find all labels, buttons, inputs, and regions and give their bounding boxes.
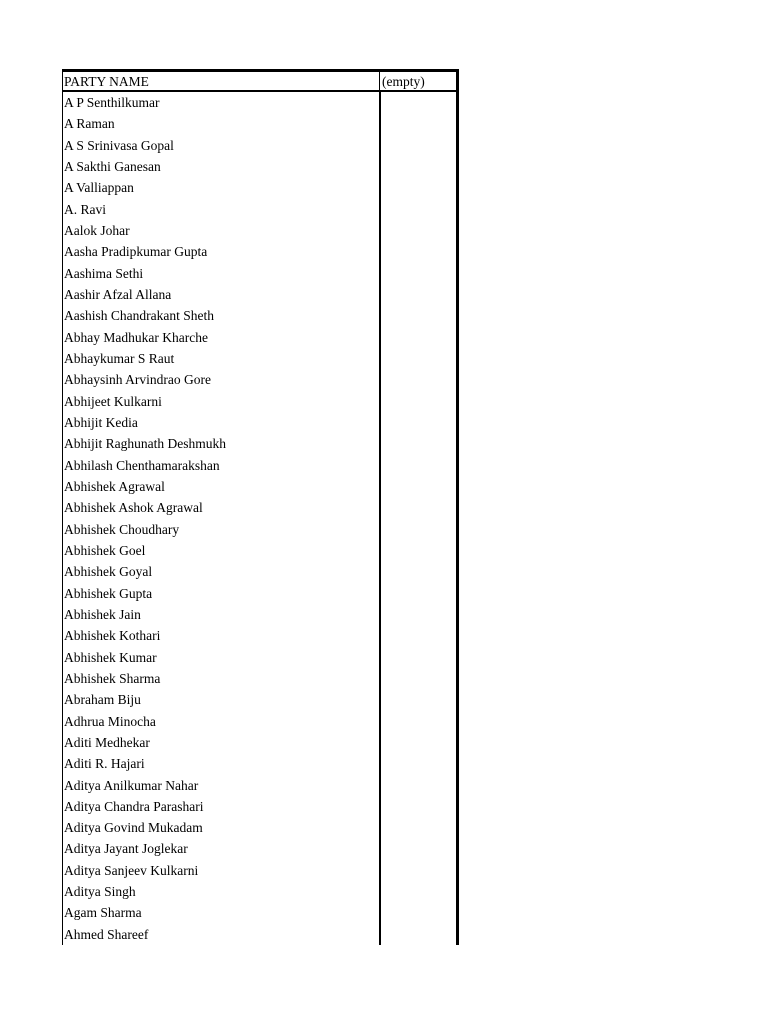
party-name-cell: Abhaysinh Arvindrao Gore [63,369,380,390]
party-name-cell: Abhishek Gupta [63,583,380,604]
party-name-cell: A Sakthi Ganesan [63,156,380,177]
party-name-cell: Aasha Pradipkumar Gupta [63,241,380,262]
party-name-cell: Abhilash Chenthamarakshan [63,455,380,476]
value-cell [380,156,456,177]
value-cell [380,561,456,582]
party-name-cell: Abhaykumar S Raut [63,348,380,369]
value-cell [380,924,456,945]
value-cell [380,668,456,689]
value-cell [380,625,456,646]
value-cell [380,391,456,412]
value-cell [380,583,456,604]
table-row [63,327,456,348]
party-name-cell: Abhishek Kumar [63,647,380,668]
party-name-cell: Abhishek Agrawal [63,476,380,497]
table-row [63,583,456,604]
value-cell [380,241,456,262]
value-cell [380,305,456,326]
value-cell [380,369,456,390]
party-name-cell: Abhishek Kothari [63,625,380,646]
table-row [63,135,456,156]
value-cell [380,476,456,497]
table-row [63,924,456,945]
column-divider [380,92,381,945]
value-cell [380,177,456,198]
table-row [63,796,456,817]
value-cell [380,284,456,305]
table-row [63,689,456,710]
table-row [63,284,456,305]
table-row [63,668,456,689]
value-cell [380,220,456,241]
table-row [63,92,456,113]
party-name-cell: Abhishek Goyal [63,561,380,582]
table-row [63,348,456,369]
party-name-cell: Abhijeet Kulkarni [63,391,380,412]
value-cell [380,519,456,540]
table-row [63,775,456,796]
table-row [63,476,456,497]
value-cell [380,263,456,284]
party-name-cell: Aditya Chandra Parashari [63,796,380,817]
spreadsheet-table [62,69,459,945]
party-name-cell: Aditya Sanjeev Kulkarni [63,860,380,881]
value-cell [380,327,456,348]
value-cell [380,113,456,134]
party-name-cell: Abraham Biju [63,689,380,710]
value-cell [380,647,456,668]
table-row [63,412,456,433]
party-name-cell: Abhijit Raghunath Deshmukh [63,433,380,454]
party-name-cell: Abhishek Sharma [63,668,380,689]
table-row [63,540,456,561]
table-row [63,455,456,476]
party-name-cell: Aditi R. Hajari [63,753,380,774]
value-cell [380,817,456,838]
value-cell [380,92,456,113]
party-name-cell: Aditi Medhekar [63,732,380,753]
table-row [63,625,456,646]
table-body [62,92,459,945]
header-party-name: PARTY NAME [63,72,380,90]
table-row [63,604,456,625]
table-row [63,241,456,262]
table-row [63,113,456,134]
table-row [63,263,456,284]
value-cell [380,796,456,817]
value-cell [380,135,456,156]
table-row [63,156,456,177]
table-row [63,838,456,859]
party-name-cell: A Valliappan [63,177,380,198]
table-row [63,881,456,902]
table-row [63,817,456,838]
table-row [63,369,456,390]
value-cell [380,348,456,369]
party-name-cell: Aashima Sethi [63,263,380,284]
value-cell [380,412,456,433]
table-row [63,753,456,774]
party-name-cell: A P Senthilkumar [63,92,380,113]
table-row [63,860,456,881]
party-name-cell: Abhay Madhukar Kharche [63,327,380,348]
party-name-cell: Aashir Afzal Allana [63,284,380,305]
party-name-cell: Abhishek Jain [63,604,380,625]
value-cell [380,540,456,561]
value-cell [380,497,456,518]
table-row [63,561,456,582]
value-cell [380,753,456,774]
party-name-cell: Abhishek Choudhary [63,519,380,540]
party-name-cell: Ahmed Shareef [63,924,380,945]
value-cell [380,433,456,454]
value-cell [380,775,456,796]
value-cell [380,455,456,476]
table-row [63,647,456,668]
value-cell [380,838,456,859]
party-name-cell: Aalok Johar [63,220,380,241]
party-name-cell: Abhishek Goel [63,540,380,561]
table-row [63,519,456,540]
table-header-row [62,69,459,92]
table-row [63,497,456,518]
table-row [63,199,456,220]
party-name-cell: Aditya Anilkumar Nahar [63,775,380,796]
value-cell [380,199,456,220]
party-name-cell: Abhishek Ashok Agrawal [63,497,380,518]
party-name-cell: Abhijit Kedia [63,412,380,433]
party-name-cell: A Raman [63,113,380,134]
table-row [63,711,456,732]
party-name-cell: Aditya Singh [63,881,380,902]
value-cell [380,711,456,732]
value-cell [380,881,456,902]
table-row [63,177,456,198]
table-row [63,305,456,326]
party-name-cell: Aashish Chandrakant Sheth [63,305,380,326]
value-cell [380,689,456,710]
party-name-cell: Aditya Jayant Joglekar [63,838,380,859]
party-name-cell: A. Ravi [63,199,380,220]
party-name-cell: Adhrua Minocha [63,711,380,732]
party-name-cell: Aditya Govind Mukadam [63,817,380,838]
header-value: (empty) [382,74,425,89]
value-cell [380,604,456,625]
value-cell [380,860,456,881]
party-name-cell: Agam Sharma [63,902,380,923]
value-cell [380,732,456,753]
table-row [63,433,456,454]
party-name-cell: A S Srinivasa Gopal [63,135,380,156]
value-cell [380,902,456,923]
table-row [63,732,456,753]
table-row [63,220,456,241]
table-row [63,391,456,412]
table-row [63,902,456,923]
